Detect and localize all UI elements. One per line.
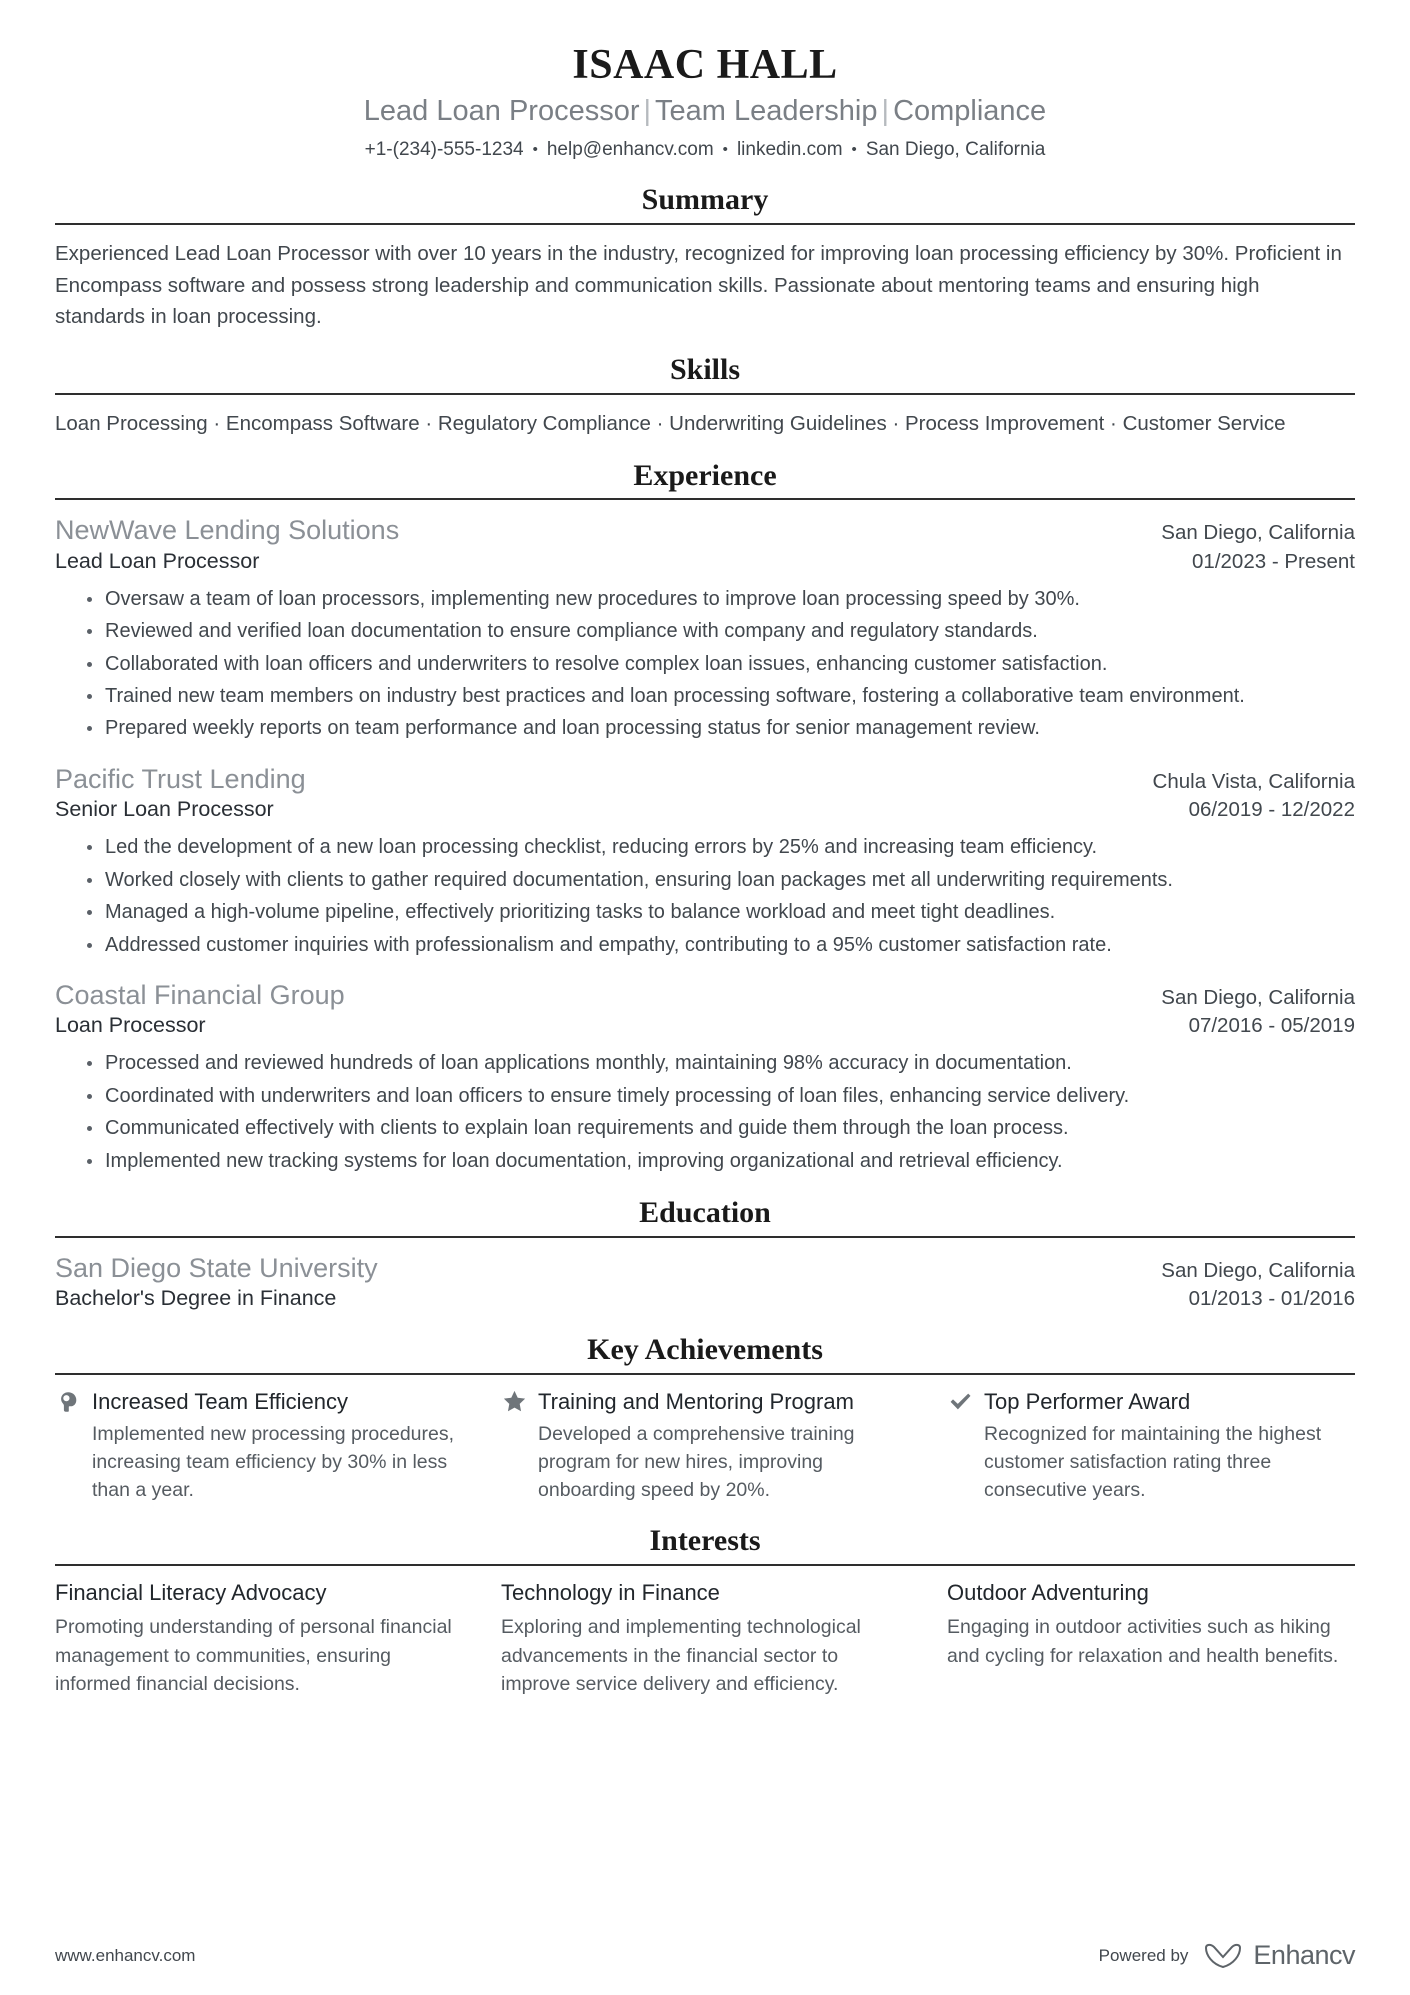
interest-item	[947, 1579, 1355, 1698]
headline-part-1: Lead Loan Processor	[363, 95, 640, 128]
section-title-summary: Summary	[641, 183, 769, 217]
resume-header	[55, 0, 1355, 163]
experience-entry	[55, 978, 1355, 1176]
experience-bullet: Prepared weekly reports on team performance and loan processing status for senior management review.	[85, 714, 1355, 743]
experience-bullet: Communicated effectively with clients to explain loan requirements and guide them through the loan process.	[85, 1114, 1355, 1143]
experience-bullet: Oversaw a team of loan processors, implementing new procedures to improve loan processing speed by 30%.	[85, 585, 1355, 614]
experience-bullets	[55, 585, 1355, 744]
experience-job-title: Lead Loan Processor	[55, 548, 260, 573]
interest-description: Exploring and implementing technological advancements in the financial sector to improve service delivery and efficiency.	[501, 1616, 861, 1695]
achievement-head	[947, 1388, 1355, 1417]
experience-job-title: Senior Loan Processor	[55, 797, 274, 822]
contact-separator-icon: •	[532, 141, 538, 159]
section-skills	[55, 351, 1355, 439]
achievement-head	[55, 1388, 463, 1417]
headline-separator: |	[643, 95, 652, 128]
headline-part-2: Team Leadership	[655, 95, 878, 128]
interests-grid	[55, 1579, 1355, 1698]
experience-company: Coastal Financial Group	[55, 979, 345, 1010]
experience-bullets	[55, 1049, 1355, 1176]
achievement-description: Developed a comprehensive training program for new hires, improving onboarding speed by 20%.	[538, 1423, 855, 1501]
section-divider	[55, 1373, 1355, 1375]
experience-job-title: Loan Processor	[55, 1013, 206, 1038]
experience-bullet: Reviewed and verified loan documentation to ensure compliance with company and regulatory standards.	[85, 617, 1355, 646]
section-divider	[55, 1236, 1355, 1238]
education-degree: Bachelor's Degree in Finance	[55, 1286, 337, 1311]
achievement-description: Recognized for maintaining the highest customer satisfaction rating three consecutive years.	[984, 1423, 1322, 1501]
section-interests	[55, 1522, 1355, 1698]
interest-item	[55, 1579, 463, 1698]
experience-entry-sub	[55, 795, 1355, 824]
achievement-title: Increased Team Efficiency	[92, 1388, 348, 1414]
experience-entry-sub	[55, 547, 1355, 576]
experience-bullet: Addressed customer inquiries with professionalism and empathy, contributing to a 95% customer satisfaction rate.	[85, 931, 1355, 960]
powered-by-label: Powered by	[1098, 1945, 1189, 1965]
experience-bullets	[55, 833, 1355, 960]
education-school: San Diego State University	[55, 1252, 378, 1283]
footer-branding	[1099, 1940, 1355, 1971]
achievement-description: Implemented new processing procedures, increasing team efficiency by 30% in less than a year.	[92, 1423, 455, 1501]
experience-bullet: Managed a high-volume pipeline, effectively prioritizing tasks to balance workload and meet tight deadlines.	[85, 898, 1355, 927]
candidate-headline	[55, 93, 1355, 131]
contact-location: San Diego, California	[865, 138, 1046, 160]
experience-entry-head	[55, 762, 1355, 797]
contact-linkedin[interactable]: linkedin.com	[736, 138, 843, 160]
contact-line	[55, 137, 1355, 164]
experience-bullet: Worked closely with clients to gather required documentation, ensuring loan packages met all underwriting requirements.	[85, 866, 1355, 895]
education-entry-sub	[55, 1284, 1355, 1313]
experience-entry-head	[55, 978, 1355, 1013]
headline-part-3: Compliance	[893, 95, 1047, 128]
education-entry-head	[55, 1251, 1355, 1286]
section-title-interests: Interests	[649, 1524, 761, 1558]
section-education	[55, 1194, 1355, 1313]
section-title-experience: Experience	[633, 458, 777, 492]
experience-dates: 01/2023 - Present	[1192, 549, 1355, 573]
check-icon	[947, 1389, 973, 1415]
interest-item	[501, 1579, 909, 1698]
key-achievements-grid	[55, 1388, 1355, 1505]
experience-entry-head	[55, 513, 1355, 548]
experience-bullet: Led the development of a new loan processing checklist, reducing errors by 25% and increasing team efficiency.	[85, 833, 1355, 862]
achievement-title: Training and Mentoring Program	[538, 1388, 854, 1414]
experience-bullet: Trained new team members on industry best practices and loan processing software, fostering a collaborative team environment.	[85, 682, 1355, 711]
experience-bullet: Coordinated with underwriters and loan officers to ensure timely processing of loan files, enhancing service delivery.	[85, 1082, 1355, 1111]
achievement-item	[947, 1388, 1355, 1505]
head-profile-icon	[55, 1389, 81, 1415]
section-summary	[55, 181, 1355, 333]
experience-dates: 06/2019 - 12/2022	[1188, 798, 1355, 822]
interest-title: Financial Literacy Advocacy	[55, 1579, 327, 1605]
section-divider	[55, 498, 1355, 500]
summary-text: Experienced Lead Loan Processor with over 10 years in the industry, recognized for improving loan processing efficiency by 30%. Proficient in Encompass software and possess strong leadership and communication skills. Passionate about mentoring teams and ensuring high standards in loan processing.	[55, 241, 1342, 329]
experience-entry	[55, 513, 1355, 744]
achievement-item	[55, 1388, 463, 1505]
experience-entry	[55, 762, 1355, 960]
contact-separator-icon: •	[722, 141, 728, 159]
education-dates: 01/2013 - 01/2016	[1188, 1287, 1355, 1311]
experience-bullet: Implemented new tracking systems for loan documentation, improving organizational and retrieval efficiency.	[85, 1147, 1355, 1176]
experience-company: NewWave Lending Solutions	[55, 515, 400, 546]
contact-separator-icon: •	[851, 141, 857, 159]
experience-entry-sub	[55, 1011, 1355, 1040]
enhancv-mark-icon	[1202, 1941, 1244, 1971]
interest-title: Technology in Finance	[501, 1579, 720, 1605]
section-experience	[55, 457, 1355, 1176]
section-divider	[55, 223, 1355, 225]
experience-bullet: Processed and reviewed hundreds of loan applications monthly, maintaining 98% accuracy in documentation.	[85, 1049, 1355, 1078]
achievement-title: Top Performer Award	[984, 1388, 1191, 1414]
section-divider	[55, 393, 1355, 395]
achievement-item	[501, 1388, 909, 1505]
experience-company: Pacific Trust Lending	[55, 763, 306, 794]
section-title-education: Education	[639, 1196, 771, 1230]
section-divider	[55, 1564, 1355, 1566]
contact-email[interactable]: help@enhancv.com	[546, 138, 714, 160]
experience-location: San Diego, California	[1161, 985, 1355, 1009]
section-title-key-achievements: Key Achievements	[587, 1333, 823, 1367]
footer-url[interactable]: www.enhancv.com	[55, 1945, 196, 1965]
experience-location: Chula Vista, California	[1152, 769, 1355, 793]
star-icon	[501, 1389, 527, 1415]
skills-list: Loan Processing · Encompass Software · Regulatory Compliance · Underwriting Guidelines · Process Improvement · Customer Service	[55, 411, 1286, 435]
section-key-achievements	[55, 1331, 1355, 1504]
achievement-head	[501, 1388, 909, 1417]
enhancv-logo	[1202, 1940, 1355, 1971]
interest-description: Engaging in outdoor activities such as hiking and cycling for relaxation and health benefits.	[947, 1616, 1339, 1667]
experience-bullet: Collaborated with loan officers and underwriters to resolve complex loan issues, enhancing customer satisfaction.	[85, 650, 1355, 679]
contact-phone: +1-(234)-555-1234	[364, 138, 524, 160]
experience-location: San Diego, California	[1161, 521, 1355, 545]
interest-title: Outdoor Adventuring	[947, 1579, 1149, 1605]
candidate-name: ISAAC HALL	[572, 42, 838, 88]
interest-description: Promoting understanding of personal financial management to communities, ensuring informed financial decisions.	[55, 1616, 452, 1695]
education-location: San Diego, California	[1161, 1258, 1355, 1282]
experience-dates: 07/2016 - 05/2019	[1188, 1014, 1355, 1038]
education-entry	[55, 1251, 1355, 1314]
enhancv-wordmark: Enhancv	[1253, 1940, 1355, 1970]
headline-separator: |	[881, 95, 890, 128]
section-title-skills: Skills	[669, 353, 741, 387]
page-footer	[55, 1940, 1355, 1971]
